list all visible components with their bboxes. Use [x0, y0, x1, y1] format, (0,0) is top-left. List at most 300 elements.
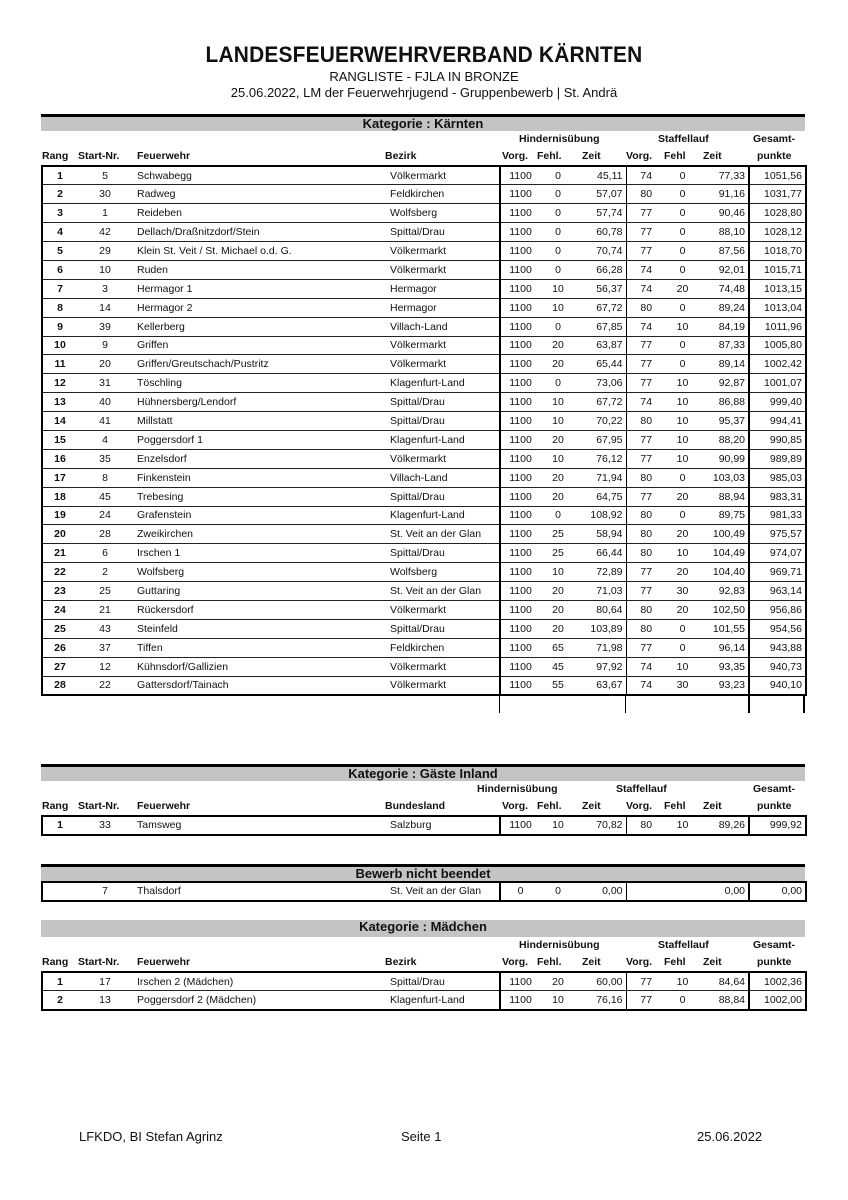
- h-fehl-cell: 55: [540, 676, 576, 695]
- h-fehl-cell: 20: [540, 336, 576, 355]
- s-zeit-cell: 104,49: [699, 544, 749, 563]
- footer-page-number: Seite 1: [401, 1129, 442, 1144]
- rang-cell: 16: [42, 449, 77, 468]
- s-vorg-cell: 80: [626, 185, 666, 204]
- table-row: [42, 544, 806, 563]
- start-nr-cell: 6: [77, 544, 133, 563]
- h-vorg-cell: 1100: [500, 676, 540, 695]
- region-cell: Villach-Land: [386, 468, 500, 487]
- s-fehl-cell: 10: [666, 430, 699, 449]
- s-vorg-cell: 77: [626, 563, 666, 582]
- h-fehl-cell: 20: [540, 430, 576, 449]
- gesamt-cell: 1031,77: [749, 185, 806, 204]
- s-vorg-cell: 80: [626, 298, 666, 317]
- h-zeit-cell: 73,06: [576, 374, 626, 393]
- s-fehl-cell: 0: [666, 185, 699, 204]
- h-vorg-cell: 0: [500, 882, 540, 901]
- rang-cell: 20: [42, 525, 77, 544]
- header-gesamt-1: Gesamt-: [753, 783, 796, 795]
- s-fehl-cell: 0: [666, 468, 699, 487]
- event-info: 25.06.2022, LM der Feuerwehrjugend - Gruppenbewerb | St. Andrä: [230, 85, 618, 100]
- h-vorg-cell: 1100: [500, 412, 540, 431]
- region-cell: St. Veit an der Glan: [386, 882, 500, 901]
- region-cell: Spittal/Drau: [386, 412, 500, 431]
- h-fehl-cell: 10: [540, 279, 576, 298]
- gesamt-cell: 943,88: [749, 638, 806, 657]
- feuerwehr-cell: Grafenstein: [133, 506, 386, 525]
- table-row: [42, 260, 806, 279]
- s-vorg-cell: 74: [626, 279, 666, 298]
- region-cell: Hermagor: [386, 298, 500, 317]
- s-zeit-cell: 89,75: [699, 506, 749, 525]
- h-vorg-cell: 1100: [500, 260, 540, 279]
- s-fehl-cell: 0: [666, 298, 699, 317]
- feuerwehr-cell: Hermagor 1: [133, 279, 386, 298]
- feuerwehr-cell: Thalsdorf: [133, 882, 386, 901]
- s-fehl-cell: 10: [666, 972, 699, 991]
- feuerwehr-cell: Kellerberg: [133, 317, 386, 336]
- start-nr-cell: 5: [77, 166, 133, 185]
- start-nr-cell: 14: [77, 298, 133, 317]
- feuerwehr-cell: Trebesing: [133, 487, 386, 506]
- gesamt-cell: 999,40: [749, 393, 806, 412]
- rang-cell: 12: [42, 374, 77, 393]
- header-h-vorg: Vorg.: [502, 956, 529, 968]
- gesamt-cell: 954,56: [749, 619, 806, 638]
- start-nr-cell: 33: [77, 816, 133, 835]
- results-table: [41, 815, 807, 836]
- start-nr-cell: 8: [77, 468, 133, 487]
- s-fehl-cell: 10: [666, 449, 699, 468]
- header-s-fehl: Fehl: [664, 800, 686, 812]
- column-header-row: [41, 937, 805, 971]
- s-vorg-cell: 77: [626, 487, 666, 506]
- h-fehl-cell: 20: [540, 972, 576, 991]
- header-feuerwehr: Feuerwehr: [137, 150, 191, 162]
- feuerwehr-cell: Rückersdorf: [133, 600, 386, 619]
- page-footer: [0, 1129, 848, 1145]
- table-row: [42, 185, 806, 204]
- s-fehl-cell: 0: [666, 991, 699, 1010]
- feuerwehr-cell: Guttaring: [133, 582, 386, 601]
- start-nr-cell: 17: [77, 972, 133, 991]
- rang-cell: 26: [42, 638, 77, 657]
- s-vorg-cell: 77: [626, 638, 666, 657]
- table-row: [42, 972, 806, 991]
- h-fehl-cell: 0: [540, 185, 576, 204]
- h-zeit-cell: 63,67: [576, 676, 626, 695]
- feuerwehr-cell: Irschen 1: [133, 544, 386, 563]
- feuerwehr-cell: Griffen: [133, 336, 386, 355]
- s-vorg-cell: 80: [626, 468, 666, 487]
- header-s-vorg: Vorg.: [626, 800, 653, 812]
- gesamt-cell: 985,03: [749, 468, 806, 487]
- s-zeit-cell: 102,50: [699, 600, 749, 619]
- s-zeit-cell: 103,03: [699, 468, 749, 487]
- h-fehl-cell: 10: [540, 449, 576, 468]
- h-vorg-cell: 1100: [500, 544, 540, 563]
- h-vorg-cell: 1100: [500, 185, 540, 204]
- feuerwehr-cell: Töschling: [133, 374, 386, 393]
- s-fehl-cell: 0: [666, 336, 699, 355]
- region-cell: Spittal/Drau: [386, 619, 500, 638]
- table-row: [42, 412, 806, 431]
- s-fehl-cell: 20: [666, 487, 699, 506]
- region-cell: St. Veit an der Glan: [386, 582, 500, 601]
- s-fehl-cell: 0: [666, 638, 699, 657]
- s-fehl-cell: 0: [666, 619, 699, 638]
- start-nr-cell: 22: [77, 676, 133, 695]
- s-zeit-cell: 87,33: [699, 336, 749, 355]
- feuerwehr-cell: Hühnersberg/Lendorf: [133, 393, 386, 412]
- region-cell: Völkermarkt: [386, 336, 500, 355]
- gesamt-cell: 999,92: [749, 816, 806, 835]
- table-row: [42, 374, 806, 393]
- s-vorg-cell: 74: [626, 260, 666, 279]
- h-zeit-cell: 70,22: [576, 412, 626, 431]
- s-zeit-cell: 87,56: [699, 242, 749, 261]
- gesamt-cell: 940,10: [749, 676, 806, 695]
- region-cell: Salzburg: [386, 816, 500, 835]
- h-zeit-cell: 97,92: [576, 657, 626, 676]
- s-fehl-cell: 0: [666, 506, 699, 525]
- h-fehl-cell: 10: [540, 298, 576, 317]
- start-nr-cell: 10: [77, 260, 133, 279]
- category-title: Kategorie : Mädchen: [41, 920, 805, 937]
- header-staffel: Staffellauf: [616, 783, 667, 795]
- table-row: [42, 298, 806, 317]
- h-vorg-cell: 1100: [500, 355, 540, 374]
- gesamt-cell: 956,86: [749, 600, 806, 619]
- start-nr-cell: 28: [77, 525, 133, 544]
- s-zeit-cell: 84,19: [699, 317, 749, 336]
- region-cell: Klagenfurt-Land: [386, 506, 500, 525]
- feuerwehr-cell: Tamsweg: [133, 816, 386, 835]
- s-zeit-cell: 92,87: [699, 374, 749, 393]
- s-fehl-cell: 10: [666, 393, 699, 412]
- gesamt-cell: 1002,00: [749, 991, 806, 1010]
- s-zeit-cell: 84,64: [699, 972, 749, 991]
- h-vorg-cell: 1100: [500, 582, 540, 601]
- header-gesamt-1: Gesamt-: [753, 133, 796, 145]
- rang-cell: 25: [42, 619, 77, 638]
- table-row: [42, 525, 806, 544]
- s-zeit-cell: 90,46: [699, 204, 749, 223]
- start-nr-cell: 30: [77, 185, 133, 204]
- rang-cell: 22: [42, 563, 77, 582]
- h-vorg-cell: 1100: [500, 279, 540, 298]
- s-zeit-cell: 93,23: [699, 676, 749, 695]
- s-fehl-cell: 0: [666, 166, 699, 185]
- results-table: [41, 165, 807, 696]
- s-vorg-cell: 77: [626, 204, 666, 223]
- start-nr-cell: 2: [77, 563, 133, 582]
- table-row: [42, 506, 806, 525]
- table-row: [42, 638, 806, 657]
- region-cell: Völkermarkt: [386, 166, 500, 185]
- rang-cell: 27: [42, 657, 77, 676]
- h-zeit-cell: 63,87: [576, 336, 626, 355]
- rang-cell: 19: [42, 506, 77, 525]
- gesamt-cell: 1001,07: [749, 374, 806, 393]
- feuerwehr-cell: Tiffen: [133, 638, 386, 657]
- section-not-finished: [41, 864, 805, 902]
- s-fehl-cell: 10: [666, 816, 699, 835]
- h-zeit-cell: 67,72: [576, 298, 626, 317]
- start-nr-cell: 1: [77, 204, 133, 223]
- start-nr-cell: 25: [77, 582, 133, 601]
- s-zeit-cell: 88,94: [699, 487, 749, 506]
- start-nr-cell: 31: [77, 374, 133, 393]
- gesamt-cell: 994,41: [749, 412, 806, 431]
- footer-author: LFKDO, BI Stefan Agrinz: [79, 1129, 223, 1144]
- s-vorg-cell: 77: [626, 355, 666, 374]
- h-fehl-cell: 10: [540, 563, 576, 582]
- header-s-zeit: Zeit: [703, 800, 722, 812]
- table-row: [42, 816, 806, 835]
- start-nr-cell: 29: [77, 242, 133, 261]
- feuerwehr-cell: Schwabegg: [133, 166, 386, 185]
- h-fehl-cell: 25: [540, 525, 576, 544]
- s-vorg-cell: 80: [626, 816, 666, 835]
- h-zeit-cell: 72,89: [576, 563, 626, 582]
- header-start-nr: Start-Nr.: [78, 150, 120, 162]
- table-row: [42, 882, 806, 901]
- s-zeit-cell: 88,20: [699, 430, 749, 449]
- start-nr-cell: 12: [77, 657, 133, 676]
- start-nr-cell: 13: [77, 991, 133, 1010]
- start-nr-cell: 20: [77, 355, 133, 374]
- rang-cell: 2: [42, 185, 77, 204]
- s-vorg-cell: 80: [626, 619, 666, 638]
- header-bezirk: Bezirk: [385, 956, 417, 968]
- h-zeit-cell: 70,82: [576, 816, 626, 835]
- column-header-row: [41, 781, 805, 815]
- start-nr-cell: 9: [77, 336, 133, 355]
- region-cell: Wolfsberg: [386, 563, 500, 582]
- h-vorg-cell: 1100: [500, 449, 540, 468]
- h-vorg-cell: 1100: [500, 298, 540, 317]
- s-vorg-cell: 74: [626, 317, 666, 336]
- gesamt-cell: 1028,12: [749, 223, 806, 242]
- gesamt-cell: 990,85: [749, 430, 806, 449]
- rang-cell: 17: [42, 468, 77, 487]
- s-vorg-cell: 77: [626, 430, 666, 449]
- header-gesamt-1: Gesamt-: [753, 939, 796, 951]
- s-fehl-cell: 10: [666, 317, 699, 336]
- rang-cell: 7: [42, 279, 77, 298]
- gesamt-cell: 969,71: [749, 563, 806, 582]
- s-fehl-cell: 20: [666, 279, 699, 298]
- h-vorg-cell: 1100: [500, 336, 540, 355]
- gesamt-cell: 1018,70: [749, 242, 806, 261]
- gesamt-cell: 1051,56: [749, 166, 806, 185]
- header-gesamt-2: punkte: [757, 956, 792, 968]
- s-fehl-cell: [666, 882, 699, 901]
- header-h-fehl: Fehl.: [537, 956, 562, 968]
- feuerwehr-cell: Enzelsdorf: [133, 449, 386, 468]
- gesamt-cell: 983,31: [749, 487, 806, 506]
- s-vorg-cell: 74: [626, 676, 666, 695]
- s-vorg-cell: 80: [626, 412, 666, 431]
- s-fehl-cell: 20: [666, 563, 699, 582]
- start-nr-cell: 40: [77, 393, 133, 412]
- table-row: [42, 657, 806, 676]
- region-cell: Spittal/Drau: [386, 223, 500, 242]
- rang-cell: 28: [42, 676, 77, 695]
- section-kaernten: [41, 114, 805, 713]
- gesamt-cell: 974,07: [749, 544, 806, 563]
- header-hindernis: Hindernisübung: [519, 133, 600, 145]
- start-nr-cell: 3: [77, 279, 133, 298]
- gesamt-cell: 981,33: [749, 506, 806, 525]
- s-fehl-cell: 0: [666, 204, 699, 223]
- s-vorg-cell: 74: [626, 166, 666, 185]
- gesamt-cell: 0,00: [749, 882, 806, 901]
- region-cell: Völkermarkt: [386, 260, 500, 279]
- s-zeit-cell: 91,16: [699, 185, 749, 204]
- start-nr-cell: 39: [77, 317, 133, 336]
- gesamt-cell: 1015,71: [749, 260, 806, 279]
- h-vorg-cell: 1100: [500, 991, 540, 1010]
- h-vorg-cell: 1100: [500, 374, 540, 393]
- results-table: [41, 971, 807, 1011]
- h-zeit-cell: 66,28: [576, 260, 626, 279]
- header-rang: Rang: [42, 150, 69, 162]
- region-cell: Spittal/Drau: [386, 544, 500, 563]
- rang-cell: 4: [42, 223, 77, 242]
- h-fehl-cell: 10: [540, 393, 576, 412]
- h-vorg-cell: 1100: [500, 619, 540, 638]
- gesamt-cell: 1011,96: [749, 317, 806, 336]
- rang-cell: [42, 882, 77, 901]
- s-vorg-cell: 77: [626, 223, 666, 242]
- feuerwehr-cell: Finkenstein: [133, 468, 386, 487]
- feuerwehr-cell: Millstatt: [133, 412, 386, 431]
- table-row: [42, 600, 806, 619]
- table-row: [42, 279, 806, 298]
- header-rang: Rang: [42, 956, 69, 968]
- h-zeit-cell: 70,74: [576, 242, 626, 261]
- h-zeit-cell: 58,94: [576, 525, 626, 544]
- h-fehl-cell: 20: [540, 582, 576, 601]
- document-title: LANDESFEUERWEHRVERBAND KÄRNTEN: [205, 42, 643, 67]
- h-vorg-cell: 1100: [500, 393, 540, 412]
- rang-cell: 21: [42, 544, 77, 563]
- h-fehl-cell: 0: [540, 260, 576, 279]
- region-cell: Völkermarkt: [386, 600, 500, 619]
- s-fehl-cell: 20: [666, 525, 699, 544]
- s-zeit-cell: 101,55: [699, 619, 749, 638]
- table-row: [42, 223, 806, 242]
- s-fehl-cell: 10: [666, 657, 699, 676]
- s-fehl-cell: 10: [666, 412, 699, 431]
- table-row: [42, 242, 806, 261]
- gesamt-cell: 963,14: [749, 582, 806, 601]
- feuerwehr-cell: Zweikirchen: [133, 525, 386, 544]
- header-gesamt-2: punkte: [757, 150, 792, 162]
- feuerwehr-cell: Klein St. Veit / St. Michael o.d. G.: [133, 242, 386, 261]
- h-vorg-cell: 1100: [500, 487, 540, 506]
- h-zeit-cell: 108,92: [576, 506, 626, 525]
- h-vorg-cell: 1100: [500, 317, 540, 336]
- feuerwehr-cell: Irschen 2 (Mädchen): [133, 972, 386, 991]
- s-zeit-cell: 89,26: [699, 816, 749, 835]
- gesamt-cell: 1013,04: [749, 298, 806, 317]
- h-fehl-cell: 25: [540, 544, 576, 563]
- h-zeit-cell: 76,12: [576, 449, 626, 468]
- s-zeit-cell: 92,01: [699, 260, 749, 279]
- document-subtitle: RANGLISTE - FJLA IN BRONZE: [329, 69, 519, 84]
- table-row: [42, 166, 806, 185]
- region-cell: Völkermarkt: [386, 355, 500, 374]
- s-zeit-cell: 74,48: [699, 279, 749, 298]
- gesamt-cell: 1002,42: [749, 355, 806, 374]
- header-h-fehl: Fehl.: [537, 800, 562, 812]
- s-fehl-cell: 0: [666, 355, 699, 374]
- s-vorg-cell: 77: [626, 991, 666, 1010]
- h-fehl-cell: 0: [540, 374, 576, 393]
- s-vorg-cell: [626, 882, 666, 901]
- category-title: Kategorie : Gäste Inland: [41, 764, 805, 781]
- gesamt-cell: 1002,36: [749, 972, 806, 991]
- header-bezirk: Bezirk: [385, 150, 417, 162]
- header-start-nr: Start-Nr.: [78, 800, 120, 812]
- start-nr-cell: 35: [77, 449, 133, 468]
- start-nr-cell: 37: [77, 638, 133, 657]
- region-cell: Hermagor: [386, 279, 500, 298]
- start-nr-cell: 21: [77, 600, 133, 619]
- feuerwehr-cell: Dellach/Draßnitzdorf/Stein: [133, 223, 386, 242]
- start-nr-cell: 4: [77, 430, 133, 449]
- feuerwehr-cell: Gattersdorf/Tainach: [133, 676, 386, 695]
- header-staffel: Staffellauf: [658, 133, 709, 145]
- s-fehl-cell: 0: [666, 260, 699, 279]
- h-vorg-cell: 1100: [500, 638, 540, 657]
- s-zeit-cell: 104,40: [699, 563, 749, 582]
- header-h-fehl: Fehl.: [537, 150, 562, 162]
- gesamt-cell: 1028,80: [749, 204, 806, 223]
- s-vorg-cell: 80: [626, 506, 666, 525]
- h-fehl-cell: 10: [540, 991, 576, 1010]
- s-vorg-cell: 77: [626, 582, 666, 601]
- table-row: [42, 563, 806, 582]
- s-zeit-cell: 89,24: [699, 298, 749, 317]
- gesamt-cell: 1013,15: [749, 279, 806, 298]
- category-title: Bewerb nicht beendet: [41, 864, 805, 881]
- h-vorg-cell: 1100: [500, 563, 540, 582]
- h-fehl-cell: 65: [540, 638, 576, 657]
- rang-cell: 23: [42, 582, 77, 601]
- header-h-zeit: Zeit: [582, 800, 601, 812]
- table-row: [42, 676, 806, 695]
- h-fehl-cell: 20: [540, 619, 576, 638]
- header-h-zeit: Zeit: [582, 956, 601, 968]
- h-vorg-cell: 1100: [500, 204, 540, 223]
- rang-cell: 6: [42, 260, 77, 279]
- s-fehl-cell: 30: [666, 582, 699, 601]
- h-vorg-cell: 1100: [500, 600, 540, 619]
- s-vorg-cell: 74: [626, 657, 666, 676]
- s-zeit-cell: 88,10: [699, 223, 749, 242]
- start-nr-cell: 45: [77, 487, 133, 506]
- s-zeit-cell: 89,14: [699, 355, 749, 374]
- footer-date: 25.06.2022: [697, 1129, 763, 1144]
- s-zeit-cell: 95,37: [699, 412, 749, 431]
- table-row: [42, 317, 806, 336]
- header-gesamt-2: punkte: [757, 800, 792, 812]
- h-vorg-cell: 1100: [500, 972, 540, 991]
